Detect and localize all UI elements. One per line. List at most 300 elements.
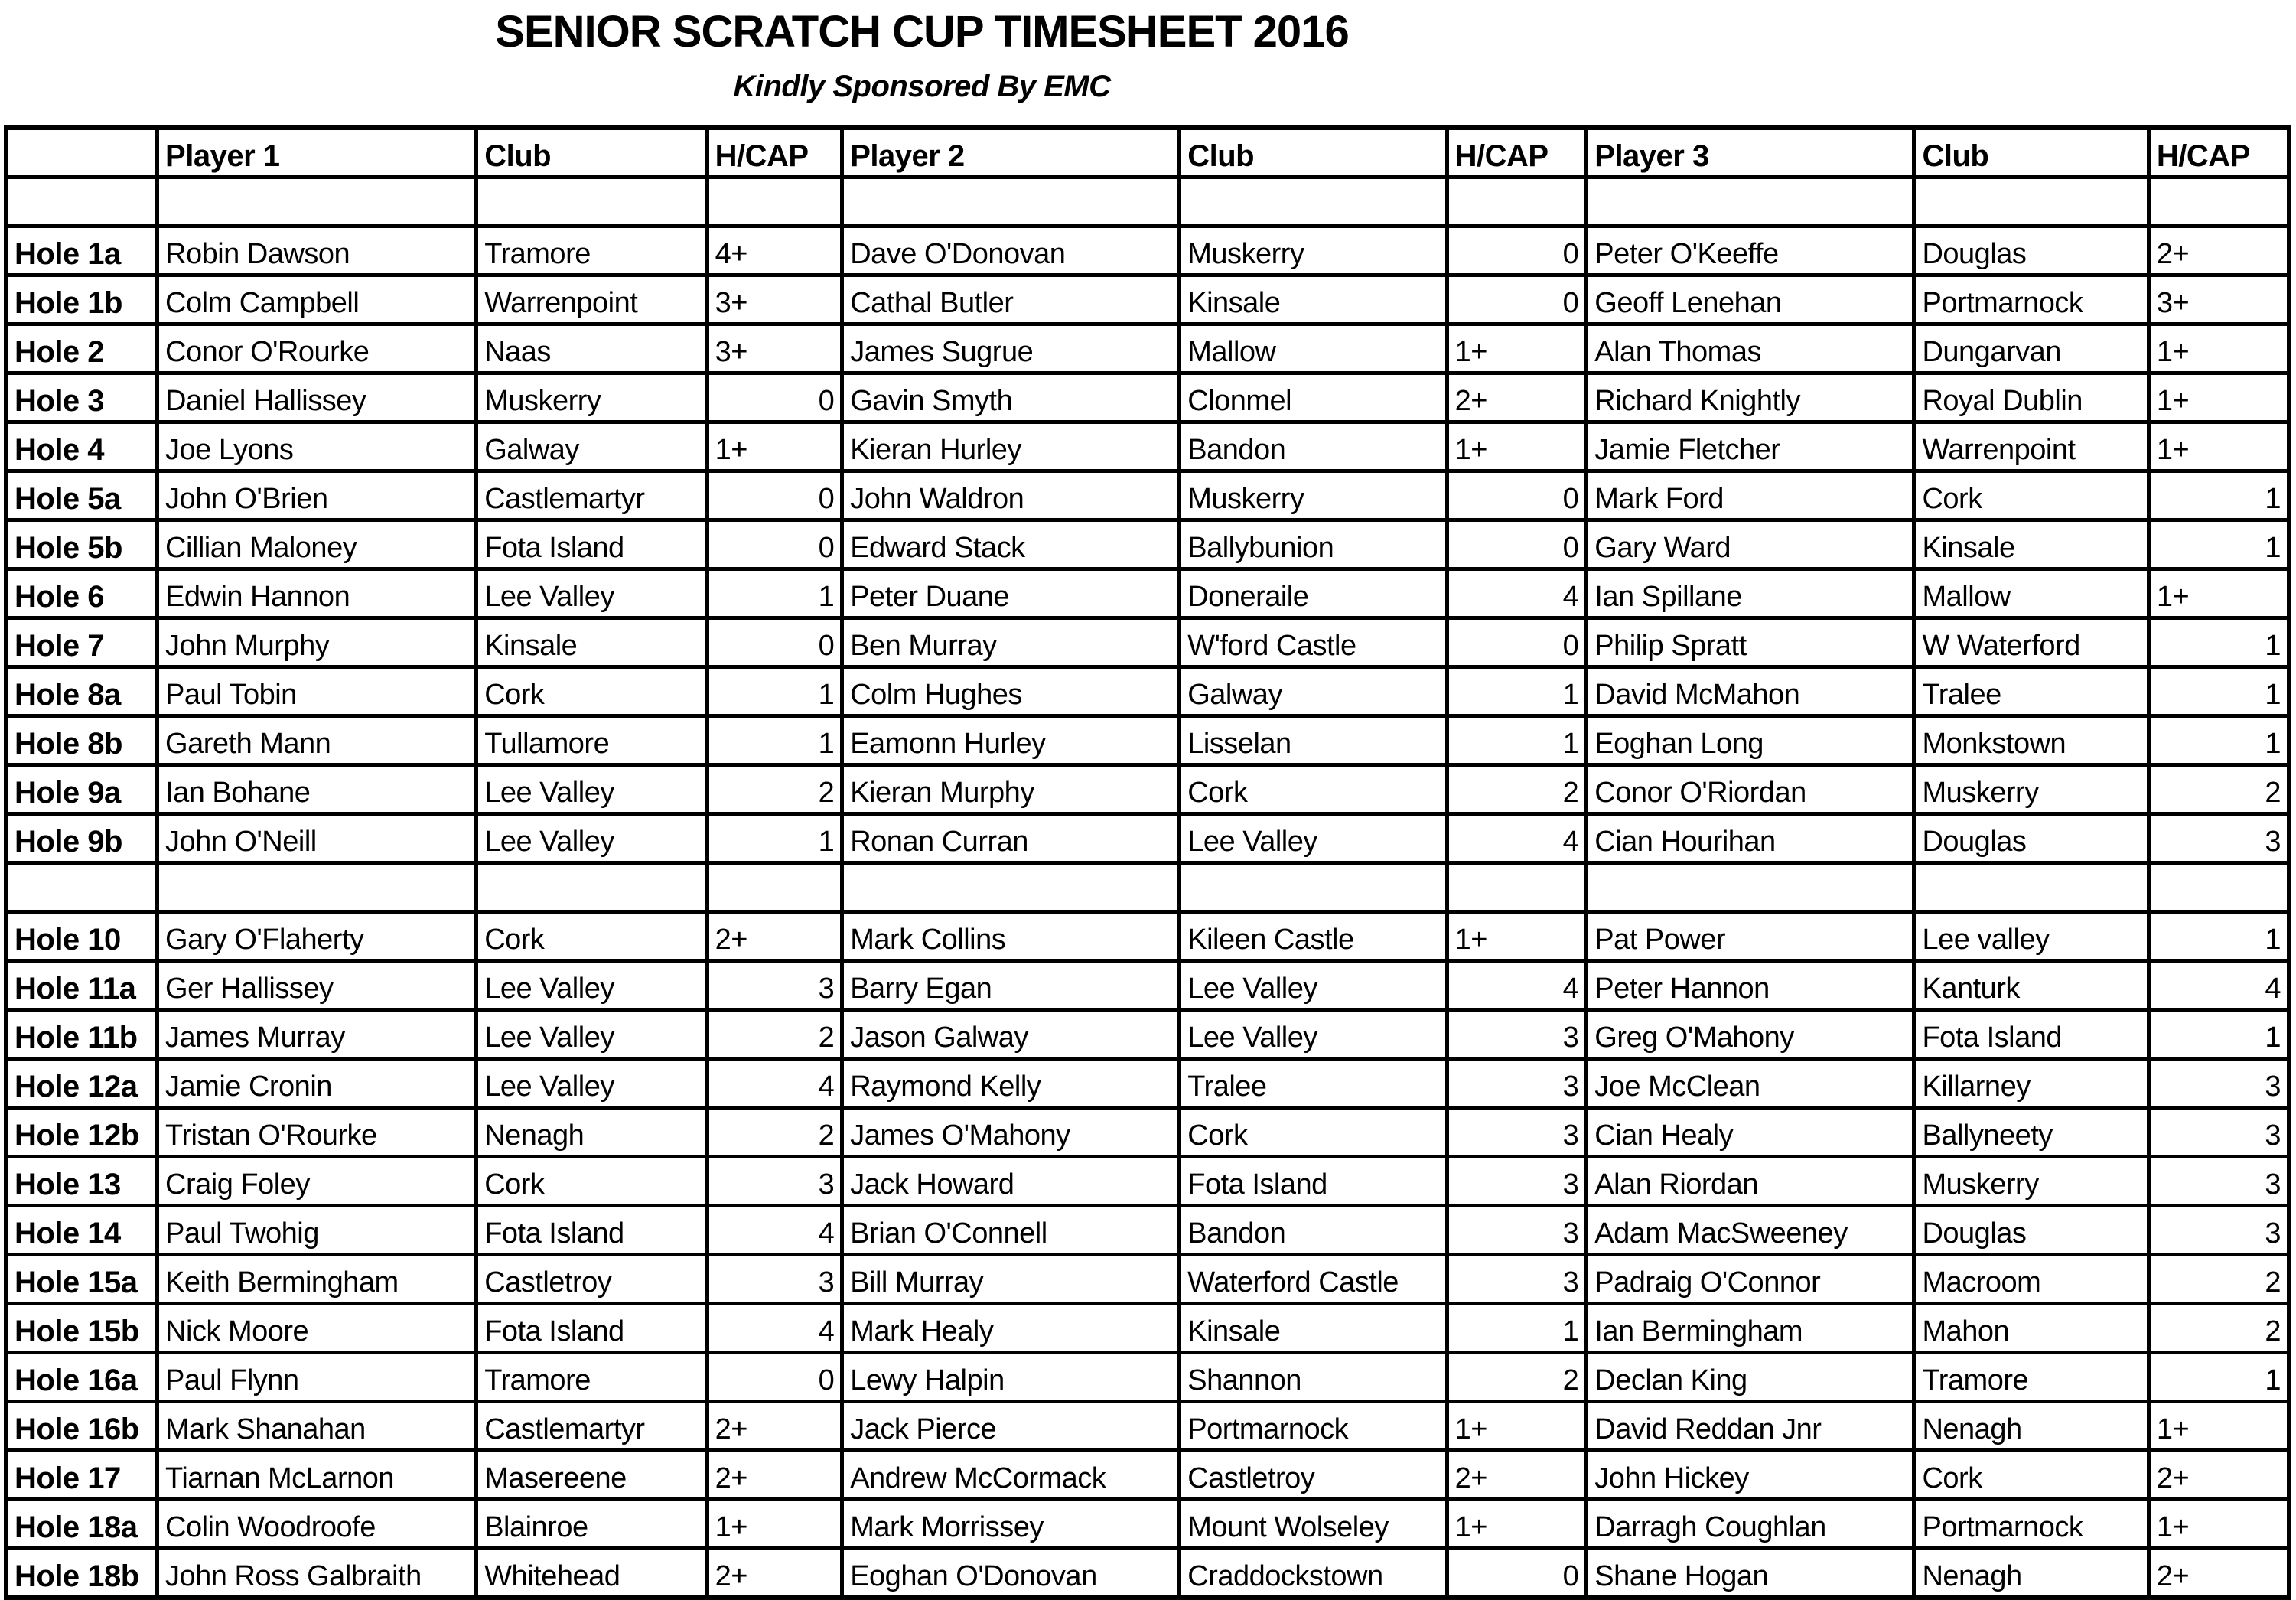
cell-hcap: 2+	[707, 912, 842, 961]
cell-player: Jamie Fletcher	[1587, 422, 1914, 471]
cell-player: Craig Foley	[158, 1157, 477, 1206]
table-row	[6, 1255, 2289, 1304]
table-row	[6, 618, 2289, 667]
cell-hcap	[1447, 178, 1587, 226]
cell-player: Jack Pierce	[842, 1402, 1180, 1451]
cell-hcap: 1	[1447, 716, 1587, 765]
cell-hole: Hole 5b	[6, 520, 158, 569]
cell-hcap: 2	[1447, 765, 1587, 814]
table-row	[6, 814, 2289, 863]
cell-player: John Ross Galbraith	[158, 1549, 477, 1598]
header-row	[6, 128, 2289, 178]
cell-player: Raymond Kelly	[842, 1059, 1180, 1108]
cell-club: Ballybunion	[1180, 520, 1447, 569]
cell-hcap: 4+	[707, 226, 842, 275]
cell-hcap: 1	[707, 716, 842, 765]
cell-club: Cork	[1914, 1451, 2148, 1500]
cell-hcap: 3	[2148, 1059, 2289, 1108]
cell-club: Portmarnock	[1180, 1402, 1447, 1451]
cell-club: Kinsale	[1180, 1304, 1447, 1353]
cell-player: Mark Healy	[842, 1304, 1180, 1353]
cell-hcap: 3	[2148, 1108, 2289, 1157]
cell-hcap: 1+	[1447, 1402, 1587, 1451]
header-club: Club	[1180, 128, 1447, 178]
table-row	[6, 912, 2289, 961]
cell-player: Brian O'Connell	[842, 1206, 1180, 1255]
cell-club: Tramore	[477, 226, 707, 275]
cell-club	[477, 863, 707, 912]
cell-player: Adam MacSweeney	[1587, 1206, 1914, 1255]
cell-hcap: 3	[707, 961, 842, 1010]
header-h-cap: H/CAP	[707, 128, 842, 178]
cell-hcap: 4	[707, 1304, 842, 1353]
cell-hole: Hole 2	[6, 324, 158, 373]
cell-club: Craddockstown	[1180, 1549, 1447, 1598]
cell-club: Lee valley	[1914, 912, 2148, 961]
cell-player: Robin Dawson	[158, 226, 477, 275]
cell-hcap: 4	[1447, 569, 1587, 618]
cell-hole: Hole 1b	[6, 275, 158, 324]
cell-hcap: 0	[1447, 618, 1587, 667]
cell-player: Paul Flynn	[158, 1353, 477, 1402]
cell-player: Edwin Hannon	[158, 569, 477, 618]
table-row	[6, 1059, 2289, 1108]
cell-hcap: 3+	[2148, 275, 2289, 324]
cell-hole	[6, 863, 158, 912]
cell-club: Nenagh	[1914, 1402, 2148, 1451]
cell-hole: Hole 15b	[6, 1304, 158, 1353]
cell-hcap: 1+	[2148, 373, 2289, 422]
cell-hole: Hole 3	[6, 373, 158, 422]
cell-player: Kieran Murphy	[842, 765, 1180, 814]
table-row	[6, 520, 2289, 569]
cell-hole: Hole 11b	[6, 1010, 158, 1059]
cell-hcap: 1	[2148, 1353, 2289, 1402]
cell-hcap: 3	[1447, 1108, 1587, 1157]
cell-hcap: 1	[707, 814, 842, 863]
cell-club: Mallow	[1914, 569, 2148, 618]
cell-player: Alan Thomas	[1587, 324, 1914, 373]
cell-hole: Hole 4	[6, 422, 158, 471]
cell-hcap: 1	[2148, 471, 2289, 520]
cell-hcap: 0	[1447, 226, 1587, 275]
cell-hcap: 2	[707, 1108, 842, 1157]
cell-player: Eoghan Long	[1587, 716, 1914, 765]
cell-club: Lee Valley	[477, 961, 707, 1010]
header-h-cap: H/CAP	[2148, 128, 2289, 178]
table-row	[6, 716, 2289, 765]
cell-club: Mallow	[1180, 324, 1447, 373]
cell-hcap: 2+	[2148, 1451, 2289, 1500]
cell-hole: Hole 13	[6, 1157, 158, 1206]
cell-club: Fota Island	[477, 1206, 707, 1255]
cell-hcap: 2	[707, 1010, 842, 1059]
cell-club: Lee Valley	[1180, 1010, 1447, 1059]
cell-hcap: 2+	[2148, 226, 2289, 275]
cell-club: Cork	[477, 1157, 707, 1206]
cell-player: Alan Riordan	[1587, 1157, 1914, 1206]
cell-hcap: 3	[1447, 1059, 1587, 1108]
cell-hole: Hole 14	[6, 1206, 158, 1255]
cell-club: Fota Island	[477, 520, 707, 569]
cell-club: Castletroy	[1180, 1451, 1447, 1500]
cell-hcap: 1	[2148, 912, 2289, 961]
cell-hole: Hole 15a	[6, 1255, 158, 1304]
cell-hcap: 1+	[2148, 324, 2289, 373]
cell-hcap: 4	[707, 1059, 842, 1108]
cell-player: Ian Spillane	[1587, 569, 1914, 618]
table-row	[6, 1549, 2289, 1598]
cell-hcap: 3+	[707, 324, 842, 373]
cell-hcap: 1	[2148, 716, 2289, 765]
cell-hcap: 1	[707, 569, 842, 618]
cell-hcap: 1+	[2148, 1402, 2289, 1451]
cell-club: Waterford Castle	[1180, 1255, 1447, 1304]
cell-hole: Hole 6	[6, 569, 158, 618]
cell-player: John Hickey	[1587, 1451, 1914, 1500]
cell-club: Lee Valley	[477, 765, 707, 814]
cell-hcap: 2	[1447, 1353, 1587, 1402]
cell-player: Dave O'Donovan	[842, 226, 1180, 275]
cell-hole: Hole 5a	[6, 471, 158, 520]
cell-hcap: 1	[1447, 667, 1587, 716]
table-row	[6, 373, 2289, 422]
cell-hcap: 0	[707, 373, 842, 422]
cell-hcap: 1	[2148, 618, 2289, 667]
cell-player: Gareth Mann	[158, 716, 477, 765]
cell-club: Monkstown	[1914, 716, 2148, 765]
cell-player: Barry Egan	[842, 961, 1180, 1010]
cell-club: Lisselan	[1180, 716, 1447, 765]
cell-hole: Hole 7	[6, 618, 158, 667]
cell-player: Tiarnan McLarnon	[158, 1451, 477, 1500]
cell-player: Ben Murray	[842, 618, 1180, 667]
cell-club: Kinsale	[477, 618, 707, 667]
cell-club: Cork	[1180, 765, 1447, 814]
table-row	[6, 275, 2289, 324]
cell-player: Mark Collins	[842, 912, 1180, 961]
cell-club: Macroom	[1914, 1255, 2148, 1304]
cell-hcap: 0	[707, 520, 842, 569]
cell-club: Warrenpoint	[477, 275, 707, 324]
cell-hcap: 3	[1447, 1206, 1587, 1255]
cell-hcap: 2+	[2148, 1549, 2289, 1598]
cell-hcap: 1+	[2148, 422, 2289, 471]
cell-player: Peter Duane	[842, 569, 1180, 618]
cell-player: Ronan Curran	[842, 814, 1180, 863]
cell-player: Greg O'Mahony	[1587, 1010, 1914, 1059]
cell-player: David Reddan Jnr	[1587, 1402, 1914, 1451]
table-row	[6, 1451, 2289, 1500]
cell-hcap: 1+	[2148, 569, 2289, 618]
cell-hcap: 2+	[1447, 1451, 1587, 1500]
cell-hole: Hole 8a	[6, 667, 158, 716]
cell-hcap: 0	[707, 618, 842, 667]
cell-hcap: 0	[1447, 275, 1587, 324]
cell-player: Shane Hogan	[1587, 1549, 1914, 1598]
cell-player: Gary Ward	[1587, 520, 1914, 569]
cell-player	[1587, 178, 1914, 226]
table-row	[6, 1402, 2289, 1451]
cell-hcap: 1+	[707, 1500, 842, 1549]
cell-club: Castlemartyr	[477, 1402, 707, 1451]
cell-player: Andrew McCormack	[842, 1451, 1180, 1500]
table-row	[6, 1206, 2289, 1255]
cell-club: Douglas	[1914, 226, 2148, 275]
cell-hcap	[707, 863, 842, 912]
cell-player: Jack Howard	[842, 1157, 1180, 1206]
cell-hole: Hole 11a	[6, 961, 158, 1010]
cell-hcap: 2	[2148, 1304, 2289, 1353]
cell-player: Cathal Butler	[842, 275, 1180, 324]
cell-club: W Waterford	[1914, 618, 2148, 667]
cell-club: Fota Island	[477, 1304, 707, 1353]
cell-hcap: 4	[1447, 814, 1587, 863]
cell-hole: Hole 9b	[6, 814, 158, 863]
cell-hole: Hole 18b	[6, 1549, 158, 1598]
cell-hcap: 2+	[1447, 373, 1587, 422]
cell-club	[1914, 863, 2148, 912]
cell-hcap: 3	[2148, 1206, 2289, 1255]
cell-hcap	[2148, 178, 2289, 226]
cell-hcap: 2+	[707, 1402, 842, 1451]
table-row	[6, 1010, 2289, 1059]
cell-player: Kieran Hurley	[842, 422, 1180, 471]
cell-player: John Waldron	[842, 471, 1180, 520]
cell-club: Galway	[1180, 667, 1447, 716]
cell-hcap: 1+	[1447, 422, 1587, 471]
cell-hole: Hole 18a	[6, 1500, 158, 1549]
cell-hole: Hole 9a	[6, 765, 158, 814]
cell-club: Tralee	[1914, 667, 2148, 716]
cell-player: Philip Spratt	[1587, 618, 1914, 667]
cell-player: David McMahon	[1587, 667, 1914, 716]
cell-player	[1587, 863, 1914, 912]
cell-club: Warrenpoint	[1914, 422, 2148, 471]
cell-club: Doneraile	[1180, 569, 1447, 618]
cell-player: Eamonn Hurley	[842, 716, 1180, 765]
cell-player: Edward Stack	[842, 520, 1180, 569]
cell-hcap: 0	[1447, 1549, 1587, 1598]
cell-club	[1180, 863, 1447, 912]
cell-player: Colm Hughes	[842, 667, 1180, 716]
cell-hcap: 0	[707, 471, 842, 520]
timesheet-table	[4, 125, 2291, 1600]
cell-player: Pat Power	[1587, 912, 1914, 961]
cell-hcap: 2	[707, 765, 842, 814]
cell-club: Naas	[477, 324, 707, 373]
table-row	[6, 1157, 2289, 1206]
cell-hcap	[1447, 863, 1587, 912]
cell-player: Keith Bermingham	[158, 1255, 477, 1304]
cell-player: Peter O'Keeffe	[1587, 226, 1914, 275]
table-row	[6, 569, 2289, 618]
cell-hole: Hole 8b	[6, 716, 158, 765]
cell-club: Kinsale	[1914, 520, 2148, 569]
cell-club: Fota Island	[1180, 1157, 1447, 1206]
cell-player: Lewy Halpin	[842, 1353, 1180, 1402]
cell-player: Nick Moore	[158, 1304, 477, 1353]
cell-club: Shannon	[1180, 1353, 1447, 1402]
cell-hole: Hole 10	[6, 912, 158, 961]
cell-player: James Murray	[158, 1010, 477, 1059]
page-header	[0, 0, 1844, 104]
cell-hcap: 0	[707, 1353, 842, 1402]
cell-player: John O'Neill	[158, 814, 477, 863]
cell-club: Ballyneety	[1914, 1108, 2148, 1157]
cell-club	[1180, 178, 1447, 226]
cell-player: Cian Healy	[1587, 1108, 1914, 1157]
cell-club: Kinsale	[1180, 275, 1447, 324]
cell-hcap: 3	[1447, 1010, 1587, 1059]
cell-player: Peter Hannon	[1587, 961, 1914, 1010]
cell-hcap: 3+	[707, 275, 842, 324]
header-h-cap: H/CAP	[1447, 128, 1587, 178]
cell-club: Nenagh	[1914, 1549, 2148, 1598]
cell-hcap: 3	[707, 1255, 842, 1304]
cell-player: Geoff Lenehan	[1587, 275, 1914, 324]
cell-hole: Hole 16a	[6, 1353, 158, 1402]
cell-hcap: 2	[2148, 1255, 2289, 1304]
cell-club: Lee Valley	[477, 814, 707, 863]
cell-player: Cian Hourihan	[1587, 814, 1914, 863]
cell-player: Tristan O'Rourke	[158, 1108, 477, 1157]
table-row	[6, 1353, 2289, 1402]
table-row	[6, 226, 2289, 275]
cell-club: Tramore	[477, 1353, 707, 1402]
cell-club: Galway	[477, 422, 707, 471]
cell-club: Cork	[477, 667, 707, 716]
cell-hcap: 4	[707, 1206, 842, 1255]
cell-hcap: 3	[707, 1157, 842, 1206]
cell-club: Royal Dublin	[1914, 373, 2148, 422]
table-row	[6, 765, 2289, 814]
cell-club: Clonmel	[1180, 373, 1447, 422]
cell-player: Mark Shanahan	[158, 1402, 477, 1451]
header-club: Club	[477, 128, 707, 178]
cell-club: Cork	[1914, 471, 2148, 520]
header-player-2: Player 2	[842, 128, 1180, 178]
cell-player: Bill Murray	[842, 1255, 1180, 1304]
spacer-row	[6, 863, 2289, 912]
cell-club: Douglas	[1914, 814, 2148, 863]
cell-club: Killarney	[1914, 1059, 2148, 1108]
cell-player: Mark Morrissey	[842, 1500, 1180, 1549]
cell-club: Tramore	[1914, 1353, 2148, 1402]
cell-hcap: 0	[1447, 471, 1587, 520]
cell-club: Cork	[477, 912, 707, 961]
table-row	[6, 471, 2289, 520]
cell-club	[1914, 178, 2148, 226]
cell-club: Portmarnock	[1914, 1500, 2148, 1549]
cell-player: Paul Tobin	[158, 667, 477, 716]
cell-player: Ian Bermingham	[1587, 1304, 1914, 1353]
cell-player: Daniel Hallissey	[158, 373, 477, 422]
cell-club: Kileen Castle	[1180, 912, 1447, 961]
cell-club: Mount Wolseley	[1180, 1500, 1447, 1549]
cell-player: Ger Hallissey	[158, 961, 477, 1010]
cell-hcap	[707, 178, 842, 226]
table-row	[6, 961, 2289, 1010]
header-club: Club	[1914, 128, 2148, 178]
cell-club: Tullamore	[477, 716, 707, 765]
cell-player: Conor O'Riordan	[1587, 765, 1914, 814]
cell-player: James O'Mahony	[842, 1108, 1180, 1157]
cell-hcap	[2148, 863, 2289, 912]
table-row	[6, 324, 2289, 373]
cell-player: Jason Galway	[842, 1010, 1180, 1059]
cell-club: Bandon	[1180, 422, 1447, 471]
cell-hcap: 1+	[1447, 1500, 1587, 1549]
cell-hole: Hole 12b	[6, 1108, 158, 1157]
cell-hcap: 1	[2148, 1010, 2289, 1059]
cell-club: Lee Valley	[1180, 961, 1447, 1010]
cell-player: John Murphy	[158, 618, 477, 667]
cell-club: Blainroe	[477, 1500, 707, 1549]
cell-player: Richard Knightly	[1587, 373, 1914, 422]
cell-player: Ian Bohane	[158, 765, 477, 814]
cell-club: Kanturk	[1914, 961, 2148, 1010]
cell-player: Colin Woodroofe	[158, 1500, 477, 1549]
cell-hcap: 3	[2148, 1157, 2289, 1206]
cell-player	[842, 863, 1180, 912]
table-row	[6, 667, 2289, 716]
cell-hcap: 1	[2148, 520, 2289, 569]
cell-hcap: 1+	[2148, 1500, 2289, 1549]
header-empty	[6, 128, 158, 178]
table-row	[6, 1500, 2289, 1549]
cell-player: Gary O'Flaherty	[158, 912, 477, 961]
cell-player: Cillian Maloney	[158, 520, 477, 569]
cell-player	[158, 178, 477, 226]
cell-player: Eoghan O'Donovan	[842, 1549, 1180, 1598]
cell-hcap: 1+	[1447, 324, 1587, 373]
header-player-1: Player 1	[158, 128, 477, 178]
cell-club: W'ford Castle	[1180, 618, 1447, 667]
cell-club: Muskerry	[1180, 471, 1447, 520]
cell-player	[842, 178, 1180, 226]
cell-club: Cork	[1180, 1108, 1447, 1157]
cell-club: Dungarvan	[1914, 324, 2148, 373]
cell-player: Mark Ford	[1587, 471, 1914, 520]
cell-club: Whitehead	[477, 1549, 707, 1598]
cell-club: Lee Valley	[477, 1010, 707, 1059]
cell-hcap: 1+	[1447, 912, 1587, 961]
page-subtitle: Kindly Sponsored By EMC	[733, 70, 1111, 103]
cell-hcap: 1	[1447, 1304, 1587, 1353]
cell-player: Declan King	[1587, 1353, 1914, 1402]
cell-club: Douglas	[1914, 1206, 2148, 1255]
cell-hcap: 2	[2148, 765, 2289, 814]
cell-hcap: 3	[1447, 1157, 1587, 1206]
cell-hole	[6, 178, 158, 226]
cell-hole: Hole 1a	[6, 226, 158, 275]
cell-player: Paul Twohig	[158, 1206, 477, 1255]
cell-hcap: 2+	[707, 1451, 842, 1500]
cell-player: Colm Campbell	[158, 275, 477, 324]
cell-hcap: 4	[2148, 961, 2289, 1010]
cell-hole: Hole 17	[6, 1451, 158, 1500]
cell-hcap: 4	[1447, 961, 1587, 1010]
cell-club: Tralee	[1180, 1059, 1447, 1108]
spacer-row	[6, 178, 2289, 226]
cell-hcap: 3	[2148, 814, 2289, 863]
cell-hole: Hole 16b	[6, 1402, 158, 1451]
cell-club	[477, 178, 707, 226]
cell-hcap: 1	[707, 667, 842, 716]
table-row	[6, 422, 2289, 471]
cell-player: Joe McClean	[1587, 1059, 1914, 1108]
